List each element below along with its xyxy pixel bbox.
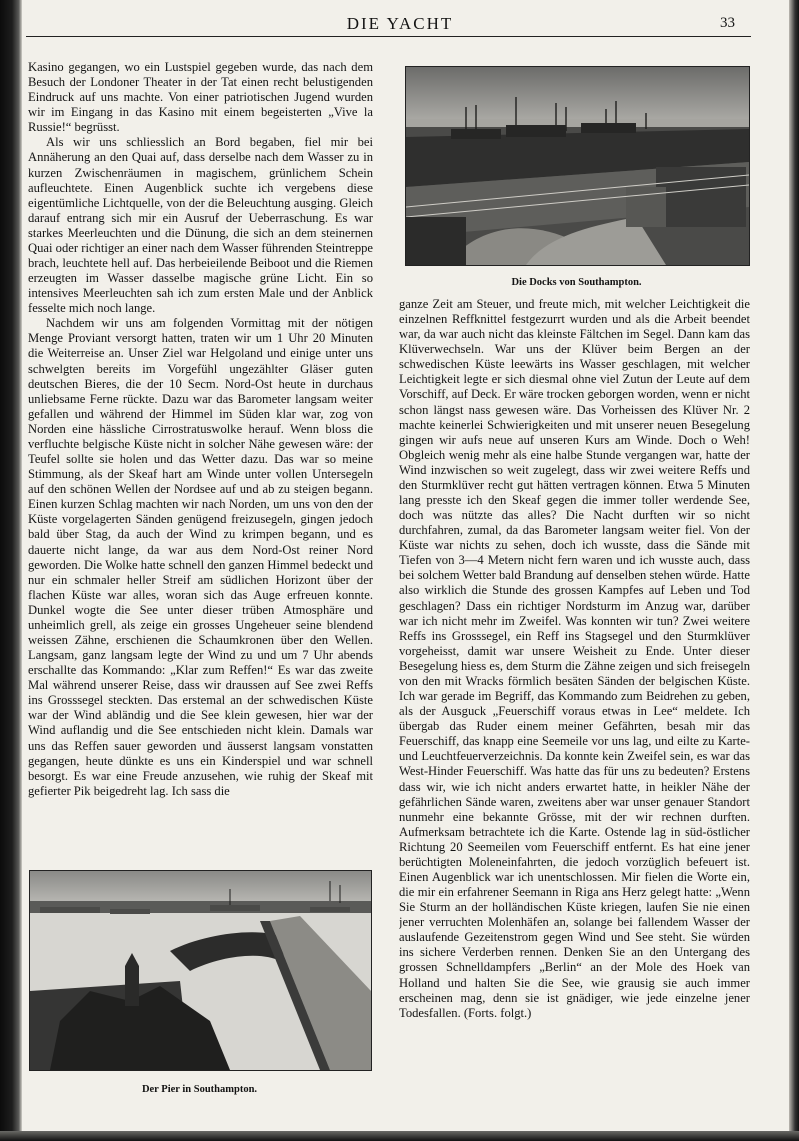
header-rule	[26, 36, 751, 37]
right-column	[399, 297, 750, 1107]
docks-photo	[405, 66, 750, 266]
paragraph: Nachdem wir uns am folgenden Vormittag mit der nötigen Menge Proviant versorgt hatten, traten wir um 1 Uhr 20 Minuten die Weiterreise an. Unser Ziel war Helgoland und einige unter uns schwelgten bereits im Vorgefühl ungezählter Gläser guten deutschen Bieres, die der 10 Secm. Nord-Ost heute in durchaus unliebsame Ferne rückte. Dazu war das Barometer langsam weiter gefallen und während der Himmel im Süden klar war, zog von Norden eine hässliche Cirrostratuswolke herauf. Wenn bloss die verfluchte belgische Küste nicht in solcher Nähe gewesen wäre: der Teufel sollte sie holen und das Wetter dazu. Das war so meine Stimmung, als der Skeaf hart am Winde unter vollen Untersegeln auf den schönen Wellen der Nordsee auf und ab zu steigen begann. Einen kurzen Schlag machten wir nach Norden, um uns von den der Küste vorgelagerten Sänden genügend freizusegeln, gingen jedoch bald über Stag, da auch der Wind zu krimpen begann, und es dauerte nicht lange, da war aus dem Nord-Ost reiner Nord geworden. Die Wolke hatte schnell den ganzen Himmel bedeckt und nur ein schmaler heller Streif am südlichen Horizont über der flachen Küste war alles, woran sich das Auge erfreuen konnte. Dunkel wogte die See unter dieser trüben Atmosphäre und unheimlich grell, als zeige ein grosses Ungeheuer seine blendend weissen Zähne, erschienen die Schaumkronen über den Wellen. Langsam, ganz langsam legte der Wind zu und um 7 Uhr abends erschallte das Kommando: „Klar zum Reffen!“ Es war das zweite Mal während unserer Reise, dass wir draussen auf See zwei Reffs ins Grosssegel steckten. Das erstemal an der schwedischen Küste war der Wind abländig und die See klein gewesen, hier war der Wind auflandig und die See entschieden nicht klein. Damals war uns das Reffen sauer geworden und äusserst langsam vonstatten gegangen, heute dünkte es uns ein Kinderspiel und war schnell besorgt. Es war eine Freude anzusehen, wie ruhig der Skeaf mit gefierter Pik beigedreht lag. Ich sass die	[28, 316, 373, 798]
paragraph: Kasino gegangen, wo ein Lustspiel gegeben wurde, das nach dem Besuch der Londoner Theater in der Tat einen recht belustigenden Eindruck auf uns machte. Von einer patriotischen Jugend wurden wir im Eingang in das Kasino mit einem begeisterten „Vive la Russie!“ begrüsst.	[28, 60, 373, 135]
page-number: 33	[720, 15, 735, 31]
running-title: DIE YACHT	[346, 14, 454, 33]
binding-shadow	[0, 0, 22, 1141]
paragraph: Als wir uns schliesslich an Bord begaben, fiel mir bei Annäherung an den Quai auf, dass derselbe nach dem Wasser zu in kurzen Zwischenräumen in magischem, grünlichem Schein aufleuchtete. Einen Augenblick suchte ich vergebens diese eigentümliche Lichtquelle, von der die Beleuchtung ausging. Gleich darauf entrang sich mir ein Ausruf der Ueberraschung. Es war starkes Meerleuchten und die Dünung, die sich an dem steinernen Quai oder richtiger an einer nach dem Wasser führenden Steintreppe brach, leuchtete hell auf. Das herbeieilende Beiboot und die Riemen erzeugten im Wasser dasselbe magische grüne Licht. Ein so intensives Meerleuchten sah ich zum ersten Male und der Anblick fesselte mich noch lange.	[28, 135, 373, 316]
docks-caption: Die Docks von Southampton.	[511, 277, 642, 288]
page-edge-shadow	[789, 0, 799, 1141]
page-bottom-shadow	[0, 1131, 799, 1141]
pier-caption: Der Pier in Southampton.	[141, 1084, 258, 1095]
left-column	[28, 60, 373, 810]
paragraph: ganze Zeit am Steuer, und freute mich, mit welcher Leichtigkeit die einzelnen Reffknittel festgezurrt wurden und als die Arbeit beendet war, da war auch nicht das kleinste Fältchen im Segel. Dann kam das Klüverwechseln. War uns der Klüver beim Bergen an der schwedischen Küste leewärts ins Wasser geschlagen, mit welcher Leichtigkeit legte er sich diesmal ohne viel Zutun der Leute auf dem Vorschiff, auf Deck. Er wäre trocken geborgen worden, wenn er nicht schon längst nass gewesen wäre. Das Vorheissen des Klüver Nr. 2 machte keinerlei Schwierigkeiten und mit unserer neuen Besegelung gingen wir aufs neue auf unseren Kurs am Winde. Doch o Weh! Obgleich wenig mehr als eine halbe Stunde vergangen war, hatte der Wind inzwischen so weit zugelegt, dass wir zwei weitere Reffs und den Sturmklüver recht gut hätten vertragen können. Etwa 5 Minuten lang presste ich den Skeaf gegen die immer toller werdende See, doch was nützte das alles? Die Nacht durften wir so nicht durchfahren, zumal, da das Barometer langsam weiter fiel. Von der Küste war nichts zu sehen, doch ich wusste, dass die Sände mit Tiefen von 3—4 Metern nicht fern waren und ich wusste auch, dass bei solchem Wetter bald Brandung auf denselben stehen würde. Hatte also wirklich die Stunde des grossen Kampfes auf Leben und Tod geschlagen? Dass ein richtiger Nordsturm im Anzug war, darüber war ich nicht mehr im Zweifel. Was konnten wir tun? Zwei weitere Reffs ins Grosssegel, ein Reff ins Stagsegel und den Sturmklüver vorgeheisst, damit war unsere Weisheit zu Ende. Unter dieser Besegelung hiess es, dem Sturm die Zähne zeigen und sich freisegeln von den mit Wracks förmlich besäten Sänden der belgischen Küste. Ich war gerade im Begriff, das Kommando zum Beidrehen zu geben, als der Ausguck „Feuerschiff voraus etwas in Lee“ meldete. Ich übergab das Ruder einem meiner Gefährten, besah mir das Feuerschiff, das knapp eine Seemeile vor uns lag, und eilte zu Karte- und Leuchtfeuerverzeichnis. Da konnte kein Zweifel sein, es war das West-Hinder Feuerschiff. Was hatte das für uns zu bedeuten? Erstens dass wir, wie ich nicht anders erwartet hatte, in heikler Nähe der gefährlichen Sände waren, zweitens aber war unser genauer Standort nunmehr eine bekannte Grösse, mit der wir rechnen durften. Aufmerksam betrachtete ich die Karte. Ostende lag in süd-östlicher Richtung 20 Seemeilen vom Feuerschiff entfernt. Es hat eine jener berüchtigten Moleneinfahrten, die jedoch vorzüglich befeuert ist. Einen Augenblick war ich unentschlossen. Mir fielen die Worte ein, die mir ein erfahrener Seemann in Riga ans Herz gelegt hatte: „Wenn Sie Sturm an der holländischen Küste kriegen, laufen Sie nie einen jener verruchten Molenhäfen an, solange bei fallendem Wasser der auslaufende Gezeitenstrom gegen Wind und See steht. Sie würden ins sichere Verderben rennen. Denken Sie an den Untergang des grossen Schnelldampfers „Berlin“ an der Mole des Hoek van Holland und halten Sie die See, wie grausig sie auch immer erscheinen mag, denn sie ist gnädiger, wie jede einzelne jener Todesfallen. (Forts. folgt.)	[399, 297, 750, 1020]
pier-photo	[29, 870, 372, 1071]
